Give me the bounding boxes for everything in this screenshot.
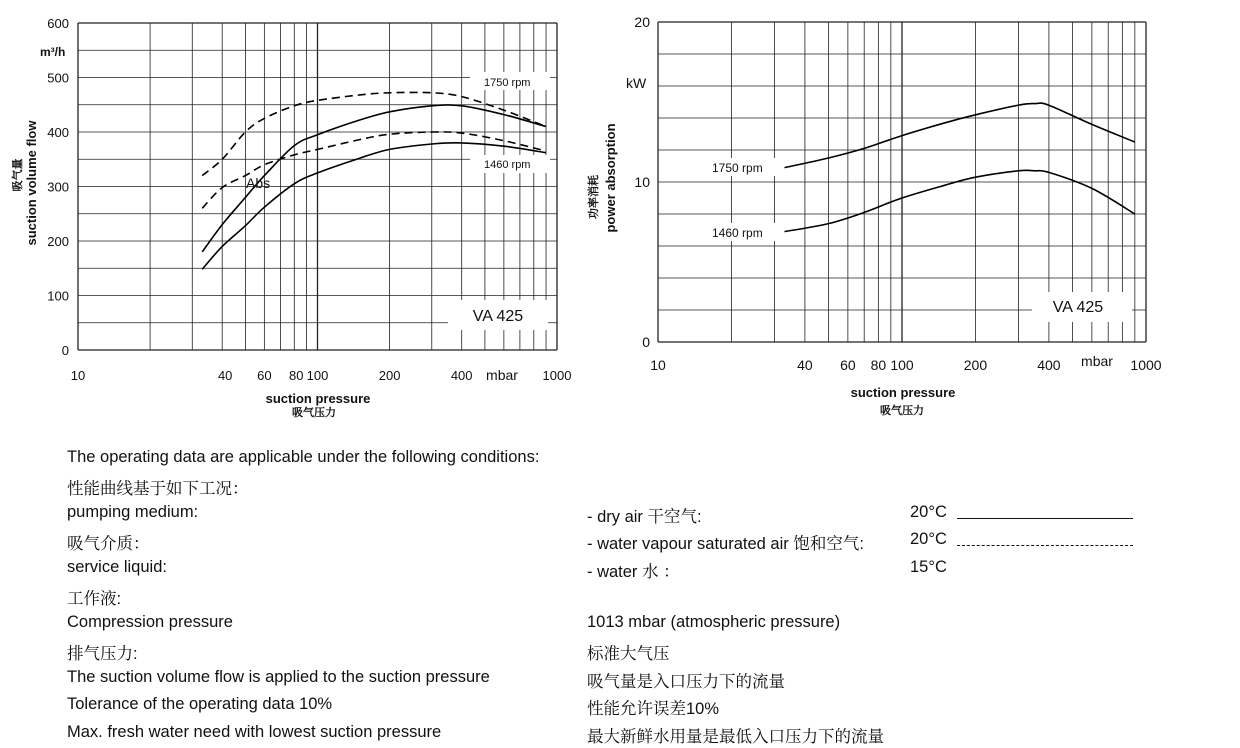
x-tick-label: 10	[650, 357, 666, 373]
pumping-medium-cn: 吸气介质：	[67, 535, 150, 553]
series-line-1460-rpm-solid	[785, 170, 1135, 231]
water: - water 水 ：	[587, 563, 680, 581]
y-tick-label: 500	[47, 70, 69, 86]
curve-label-1750: 1750 rpm	[712, 161, 763, 175]
suction-flow-chart	[10, 16, 571, 419]
vapour-air-temp-row	[910, 530, 1133, 549]
x-tick-label: 40	[797, 357, 813, 373]
pumping-medium-en: pumping medium:	[67, 503, 199, 521]
dry-air-temp-row	[910, 503, 1133, 522]
y-unit-label: m³/h	[40, 45, 66, 59]
x-axis-label: suction pressure	[265, 391, 371, 406]
x-tick-label: 1000	[542, 368, 572, 383]
x-tick-label: 60	[257, 368, 272, 383]
curve-label-1460: 1460 rpm	[712, 226, 763, 240]
y-tick-label: 200	[47, 234, 69, 249]
vapour-air: - water vapour saturated air 饱和空气:	[587, 535, 864, 553]
series-group	[785, 103, 1135, 232]
dry-air-temp: 20°C	[910, 503, 947, 521]
y-tick-label: 300	[47, 179, 69, 195]
x-tick-label: 10	[70, 368, 86, 383]
dashed-line-legend	[957, 545, 1133, 546]
dry-air: - dry air 干空气:	[587, 508, 702, 526]
y-tick-label: 0	[61, 343, 69, 358]
y-tick-label: 100	[47, 288, 69, 304]
model-label: VA 425	[1052, 299, 1104, 316]
service-liquid-cn: 工作液:	[67, 590, 122, 608]
compression-value-en: 1013 mbar (atmospheric pressure)	[587, 613, 841, 631]
water-need-cn: 最大新鲜水用量是最低入口压力下的流量	[587, 728, 884, 746]
y-tick-label: 600	[47, 16, 69, 31]
y-tick-labels	[47, 16, 69, 358]
y-axis-label: power absorption	[603, 123, 618, 233]
y-tick-labels	[634, 14, 650, 350]
y-tick-label: 400	[47, 125, 69, 140]
curve-label-1460: 1460 rpm	[484, 159, 531, 171]
tolerance-en: Tolerance of the operating data 10%	[67, 695, 333, 713]
solid-line-legend	[957, 518, 1133, 519]
abs-annotation: Abs	[246, 175, 271, 191]
x-tick-label: 400	[1037, 357, 1061, 373]
x-unit-label: mbar	[486, 367, 518, 383]
y-axis-label: suction volume flow	[24, 120, 39, 246]
x-axis-label-cn: 吸气压力	[292, 407, 336, 419]
y-tick-label: 10	[634, 174, 650, 190]
y-unit-label: kW	[626, 75, 647, 91]
water-temp: 15°C	[910, 558, 947, 576]
intro-en: The operating data are applicable under the following conditions:	[67, 448, 540, 466]
flow-note-cn: 吸气量是入口压力下的流量	[587, 673, 785, 691]
x-tick-label: 60	[840, 357, 856, 373]
x-tick-label: 100	[890, 357, 914, 373]
tolerance-cn: 性能允许误差10%	[587, 700, 720, 718]
water-need-en: Max. fresh water need with lowest suction pressure	[67, 723, 442, 741]
y-axis-label-cn: 吸气量	[12, 158, 24, 192]
x-tick-label: 80	[870, 357, 887, 373]
x-tick-label: 40	[217, 368, 233, 383]
vapour-air-temp: 20°C	[910, 530, 947, 548]
compression-cn: 排气压力:	[67, 645, 138, 663]
series-line-1750-rpm-solid	[785, 103, 1135, 168]
x-unit-label: mbar	[1081, 353, 1113, 369]
x-axis-label: suction pressure	[850, 385, 956, 400]
x-tick-label: 80	[289, 368, 304, 383]
x-tick-label: 100	[306, 368, 329, 383]
compression-en: Compression pressure	[67, 613, 233, 631]
flow-note-en: The suction volume flow is applied to the suction pressure	[67, 668, 490, 686]
x-axis-label-cn: 吸气压力	[880, 405, 924, 417]
intro-cn: 性能曲线基于如下工况：	[67, 480, 249, 498]
service-liquid-en: service liquid:	[67, 558, 167, 576]
x-tick-label: 400	[450, 368, 473, 383]
y-tick-label: 20	[634, 14, 650, 30]
x-tick-label: 200	[963, 357, 988, 373]
power-absorption-chart	[586, 14, 1162, 417]
operating-conditions	[0, 440, 1240, 748]
x-tick-label: 1000	[1130, 357, 1162, 373]
model-label: VA 425	[472, 308, 524, 325]
y-tick-label: 0	[642, 334, 650, 350]
y-axis-label-cn: 功率消耗	[588, 175, 600, 219]
compression-value-cn: 标准大气压	[587, 645, 670, 663]
curve-label-1750: 1750 rpm	[484, 77, 531, 89]
x-tick-label: 200	[378, 368, 401, 383]
